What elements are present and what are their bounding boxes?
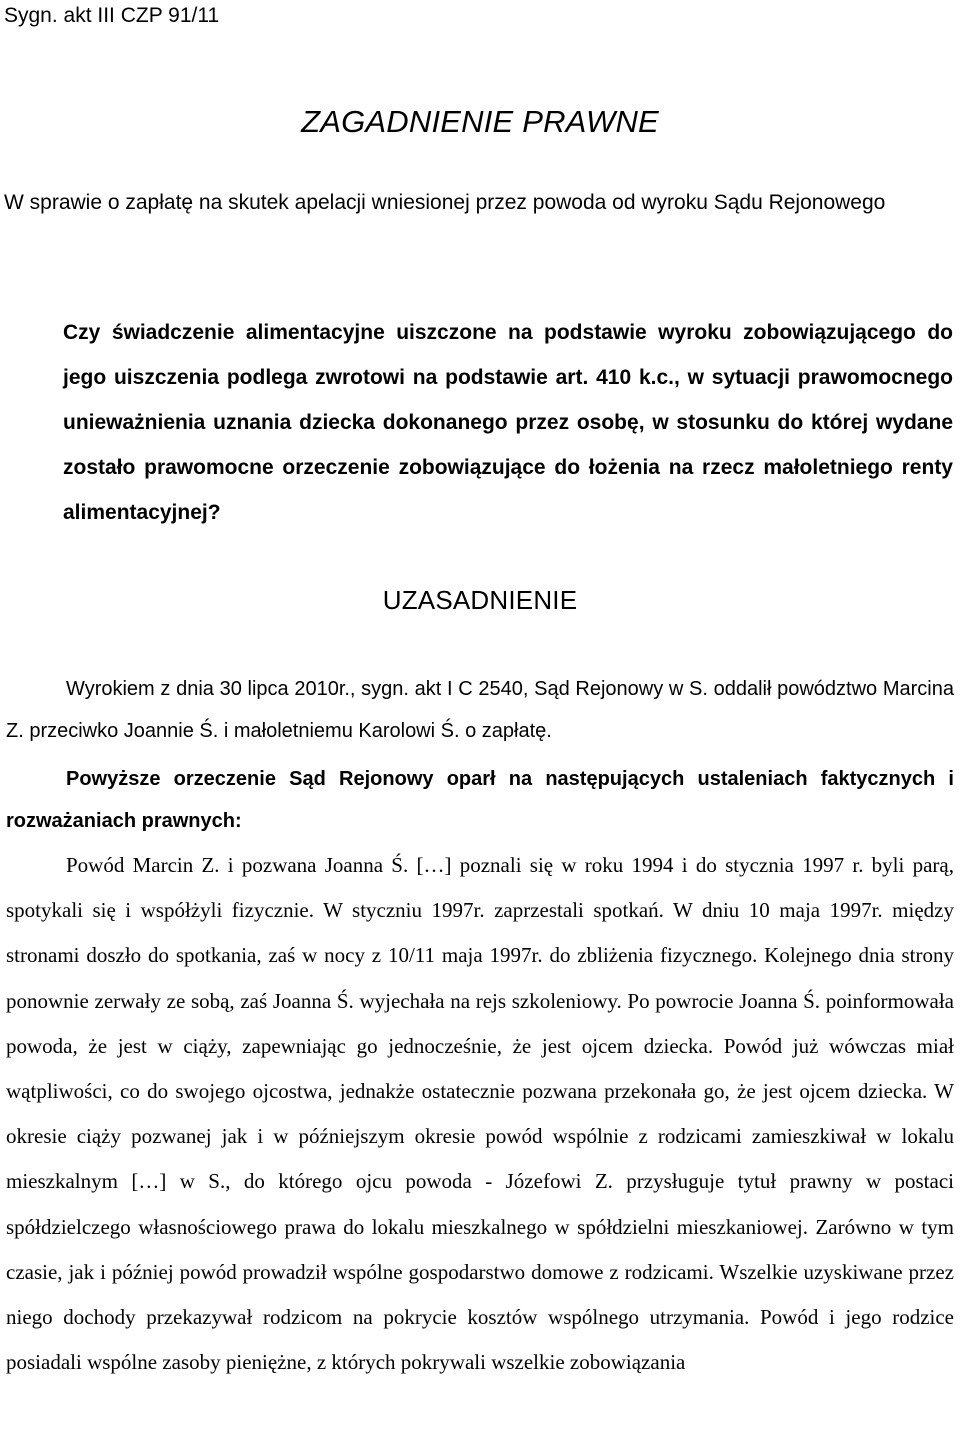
- legal-question: Czy świadczenie alimentacyjne uiszczone na podstawie wyroku zobowiązującego do jego uiszczenia podlega zwrotowi na podstawie art. 410 k.c., w sytuacji prawomocnego unieważnienia uznania dziecka dokonanego przez osobę, w stosunku do której wydane zostało prawomocne orzeczenie zobowiązujące do łożenia na rzecz małoletniego renty alimentacyjnej?: [63, 321, 953, 524]
- paragraph-findings-intro: Powyższe orzeczenie Sąd Rejonowy oparł na następujących ustaleniach faktycznych i rozważaniach prawnych:: [6, 768, 954, 832]
- document-title: ZAGADNIENIE PRAWNE: [301, 104, 659, 139]
- paragraph-judgment: Wyrokiem z dnia 30 lipca 2010r., sygn. akt I C 2540, Sąd Rejonowy w S. oddalił powództwo Marcina Z. przeciwko Joannie Ś. i małoletniemu Karolowi Ś. o zapłatę.: [6, 678, 954, 742]
- case-signature: Sygn. akt III CZP 91/11: [4, 4, 220, 27]
- paragraph-facts: Powód Marcin Z. i pozwana Joanna Ś. […] poznali się w roku 1994 i do stycznia 1997 r. byli parą, spotykali się i współżyli fizycznie. W styczniu 1997r. zaprzestali spotkań. W dniu 10 maja 1997r. między stronami doszło do spotkania, zaś w nocy z 10/11 maja 1997r. do zbliżenia fizycznego. Kolejnego dnia strony ponownie zerwały ze sobą, zaś Joanna Ś. wyjechała na rejs szkoleniowy. Po powrocie Joanna Ś. poinformowała powoda, że jest w ciąży, zapewniając go jednocześnie, że jest ojcem dziecka. Powód już wówczas miał wątpliwości, co do swojego ojcostwa, jednakże ostatecznie pozwana przekonała go, że jest ojcem dziecka. W okresie ciąży pozwanej jak i w późniejszym okresie powód wspólnie z rodzicami zamieszkiwał w lokalu mieszkalnym […] w S., do którego ojcu powoda - Józefowi Z. przysługuje tytuł prawny w postaci spółdzielczego własnościowego prawa do lokalu mieszkalnego w spółdzielni mieszkaniowej. Zarówno w tym czasie, jak i później powód prowadził wspólne gospodarstwo domowe z rodzicami. Wszelkie uzyskiwane przez niego dochody przekazywał rodzicom na pokrycie kosztów wspólnego utrzymania. Powód i jego rodzice posiadali wspólne zasoby pieniężne, z których pokrywali wszelkie zobowiązania: [6, 853, 954, 1375]
- section-heading: UZASADNIENIE: [382, 585, 578, 615]
- intro-paragraph: W sprawie o zapłatę na skutek apelacji wniesionej przez powoda od wyroku Sądu Rejonowego: [4, 191, 886, 214]
